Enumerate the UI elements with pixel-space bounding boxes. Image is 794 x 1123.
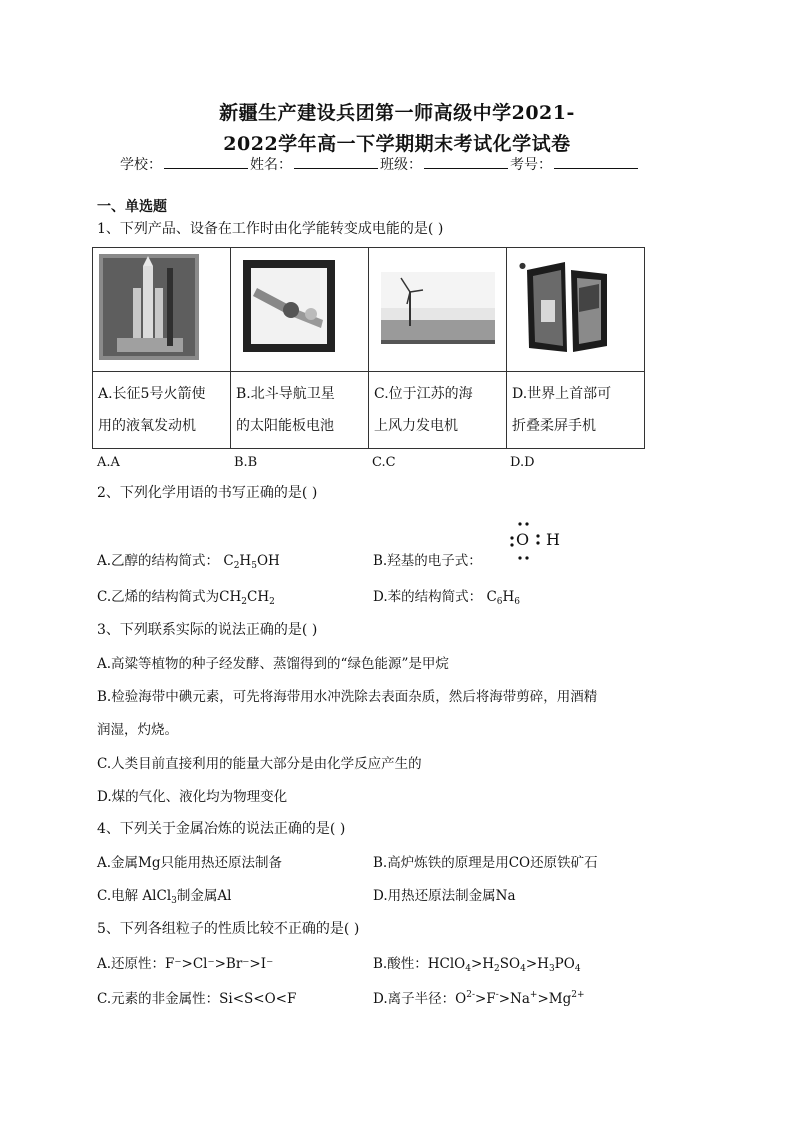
q2-option-c[interactable] [97,585,275,607]
q2-stem: 2、下列化学用语的书写正确的是( ) [97,485,318,501]
q4-option-a[interactable]: A.金属Mg只能用热还原法制备 [97,855,283,871]
f: CH [219,589,242,605]
f: 4 [520,964,526,974]
foldable-phone-image [507,248,644,371]
q3-stem: 3、下列联系实际的说法正确的是( ) [97,622,318,638]
q1-cell-c-caption [369,372,507,449]
hydroxyl-o: O [516,530,530,549]
q4-option-c-sub: 3 [171,896,177,906]
q1-cell-a-caption [93,372,231,449]
svg-text:●: ● [519,261,526,270]
q2-option-a-text: A.乙醇的结构简式： [97,553,220,569]
hydroxyl-h: H [546,530,560,549]
q1-caption-c-2: 上风力发电机 [374,418,458,434]
f: 2 [269,597,275,607]
q5-option-c[interactable]: C.元素的非金属性：Si<S<O<F [97,991,297,1007]
q1-cell-b-image [231,248,369,372]
q5-option-b[interactable] [373,952,581,974]
q1-option-a[interactable]: A.A [97,455,120,470]
class-label: 班级： [380,157,422,173]
title-line-1: 新疆生产建设兵团第一师高级中学2021- [219,102,575,124]
q2-option-a[interactable] [97,549,280,571]
q2-option-d-text: D.苯的结构简式： [373,589,483,605]
q1-cell-d-caption [507,372,645,449]
f: H [239,553,252,569]
f: 2 [494,964,500,974]
q1-option-c[interactable]: C.C [372,455,396,470]
number-label: 考号： [510,157,552,173]
q3-option-c[interactable]: C.人类目前直接利用的能量大部分是由化学反应产生的 [97,756,422,772]
wind-turbine-image [369,248,506,371]
q1-caption-b-2: 的太阳能板电池 [236,418,334,434]
f: O [455,991,467,1007]
f: 3 [548,964,555,974]
satellite-image [231,248,368,371]
rocket-image [93,248,230,371]
q1-caption-a-1: A.长征5号火箭使 [98,386,206,402]
f: >H [470,956,495,972]
f: 6 [514,597,521,607]
q1-cell-b-caption [231,372,369,449]
q5-stem: 5、下列各组粒子的性质比较不正确的是( ) [97,921,360,937]
q4-option-b[interactable]: B.高炉炼铁的原理是用CO还原铁矿石 [373,855,598,871]
school-blank[interactable] [164,154,248,169]
f: H [502,589,515,605]
q2-option-c-text: C.乙烯的结构简式为 [97,589,220,605]
number-blank[interactable] [554,154,638,169]
q4-option-c-text2: 制金属Al [176,888,232,904]
f: 2 [241,597,247,607]
q1-cell-d-image [507,248,645,372]
f: >F [475,991,496,1007]
class-blank[interactable] [424,154,508,169]
f: + [529,990,538,1000]
f: SO [499,956,521,972]
hydroxyl-electron-diagram [509,520,569,568]
q5-option-d-text: D.离子半径： [373,991,456,1007]
f: C [223,553,234,569]
f: >H [525,956,549,972]
q1-cell-c-image [369,248,507,372]
q1-caption-d-2: 折叠柔屏手机 [512,418,596,434]
q5-option-b-text: B.酸性： [373,956,428,972]
q4-option-c-text: C.电解 AlCl [97,888,172,904]
student-info-row [120,154,680,174]
q5-option-a[interactable]: A.还原性：F⁻>Cl⁻>Br⁻>I⁻ [97,956,274,972]
f: C [486,589,497,605]
q5-option-d[interactable] [373,987,585,1007]
q3-option-d[interactable]: D.煤的气化、液化均为物理变化 [97,789,288,805]
f: 2+ [571,990,585,1000]
q1-caption-d-1: D.世界上首部可 [512,386,612,402]
q4-option-c[interactable] [97,884,231,906]
q4-option-d[interactable]: D.用热还原法制金属Na [373,888,516,904]
q1-caption-b-1: B.北斗导航卫星 [236,386,335,402]
q1-image-table [92,247,645,449]
q2-option-b[interactable]: B.羟基的电子式： [373,553,482,569]
f: 4 [465,964,471,974]
f: CH [246,589,270,605]
f: 2- [466,990,475,1000]
f: PO [554,956,575,972]
q1-option-b[interactable]: B.B [234,455,258,470]
f: HClO [427,956,466,972]
f: - [495,990,499,1000]
f: OH [256,553,280,569]
f: 4 [574,964,581,974]
q2-option-d[interactable] [373,585,520,607]
name-label: 姓名： [250,157,292,173]
q3-option-b-line1[interactable]: B.检验海带中碘元素，可先将海带用水冲洗除去表面杂质，然后将海带剪碎，用酒精 [97,689,598,705]
title-line-2: 2022学年高一下学期期末考试化学试卷 [223,133,571,155]
f: >Mg [537,991,572,1007]
f: 2 [233,561,240,571]
f: 5 [251,561,257,571]
q1-stem: 1、下列产品、设备在工作时由化学能转变成电能的是( ) [97,221,444,237]
f: 6 [496,597,503,607]
q1-caption-c-1: C.位于江苏的海 [374,386,473,402]
q1-option-d[interactable]: D.D [510,455,535,470]
f: >Na [498,991,530,1007]
name-blank[interactable] [294,154,378,169]
q1-caption-a-2: 用的液氧发动机 [98,418,196,434]
school-label: 学校： [120,157,162,173]
q3-option-b-line2: 润湿，灼烧。 [97,722,178,738]
q1-cell-a-image [93,248,231,372]
section-heading: 一、单选题 [97,199,167,215]
q4-stem: 4、下列关于金属冶炼的说法正确的是( ) [97,821,346,837]
q3-option-a[interactable]: A.高粱等植物的种子经发酵、蒸馏得到的“绿色能源”是甲烷 [97,656,449,672]
